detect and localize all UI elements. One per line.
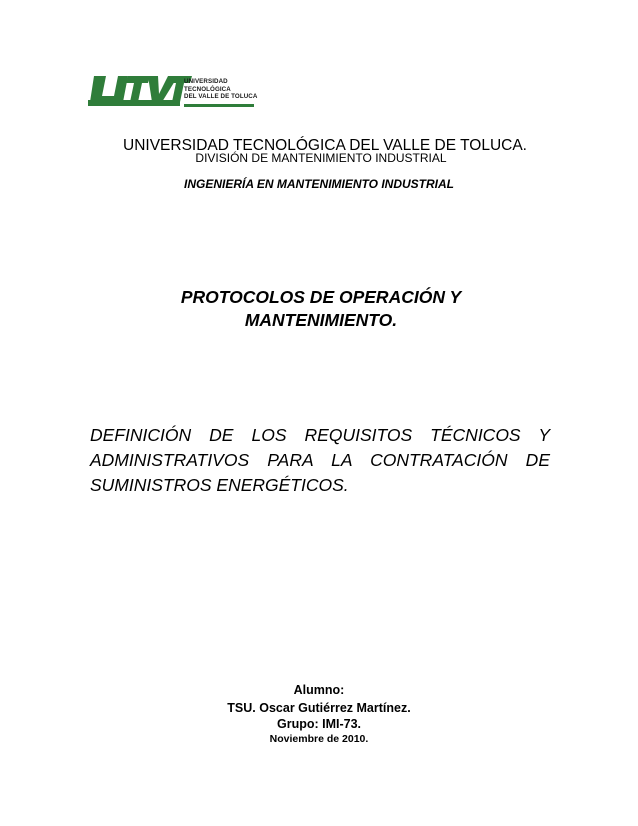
logo-text xyxy=(184,78,257,101)
document-date: Noviembre de 2010. xyxy=(269,733,369,745)
document-subject xyxy=(90,423,550,498)
title-line-1: PROTOCOLOS DE OPERACIÓN Y xyxy=(180,287,462,307)
logo-line-1: UNIVERSIDAD xyxy=(184,78,228,85)
subject-line-1: DEFINICIÓN DE LOS REQUISITOS TÉCNICOS Y xyxy=(90,425,550,445)
title-line-2: MANTENIMIENTO. xyxy=(244,310,398,330)
student-name: TSU. Oscar Gutiérrez Martínez. xyxy=(227,701,411,715)
logo-line-3: DEL VALLE DE TOLUCA xyxy=(184,93,258,101)
subject-line-2: ADMINISTRATIVOS PARA LA CONTRATACIÓN DE xyxy=(90,450,550,470)
subject-line-3: SUMINISTROS ENERGÉTICOS. xyxy=(90,475,349,495)
university-name: UNIVERSIDAD TECNOLÓGICA DEL VALLE DE TOLUCA. xyxy=(123,137,527,154)
group-label: Grupo: IMI-73. xyxy=(276,717,362,731)
student-label: Alumno: xyxy=(293,683,345,697)
career-name: INGENIERÍA EN MANTENIMIENTO INDUSTRIAL xyxy=(183,177,454,191)
logo-line-2: TECNOLÓGICA xyxy=(184,85,231,93)
division-name: DIVISIÓN DE MANTENIMIENTO INDUSTRIAL xyxy=(195,151,447,165)
university-logo xyxy=(88,70,256,114)
document-title xyxy=(2,286,638,332)
